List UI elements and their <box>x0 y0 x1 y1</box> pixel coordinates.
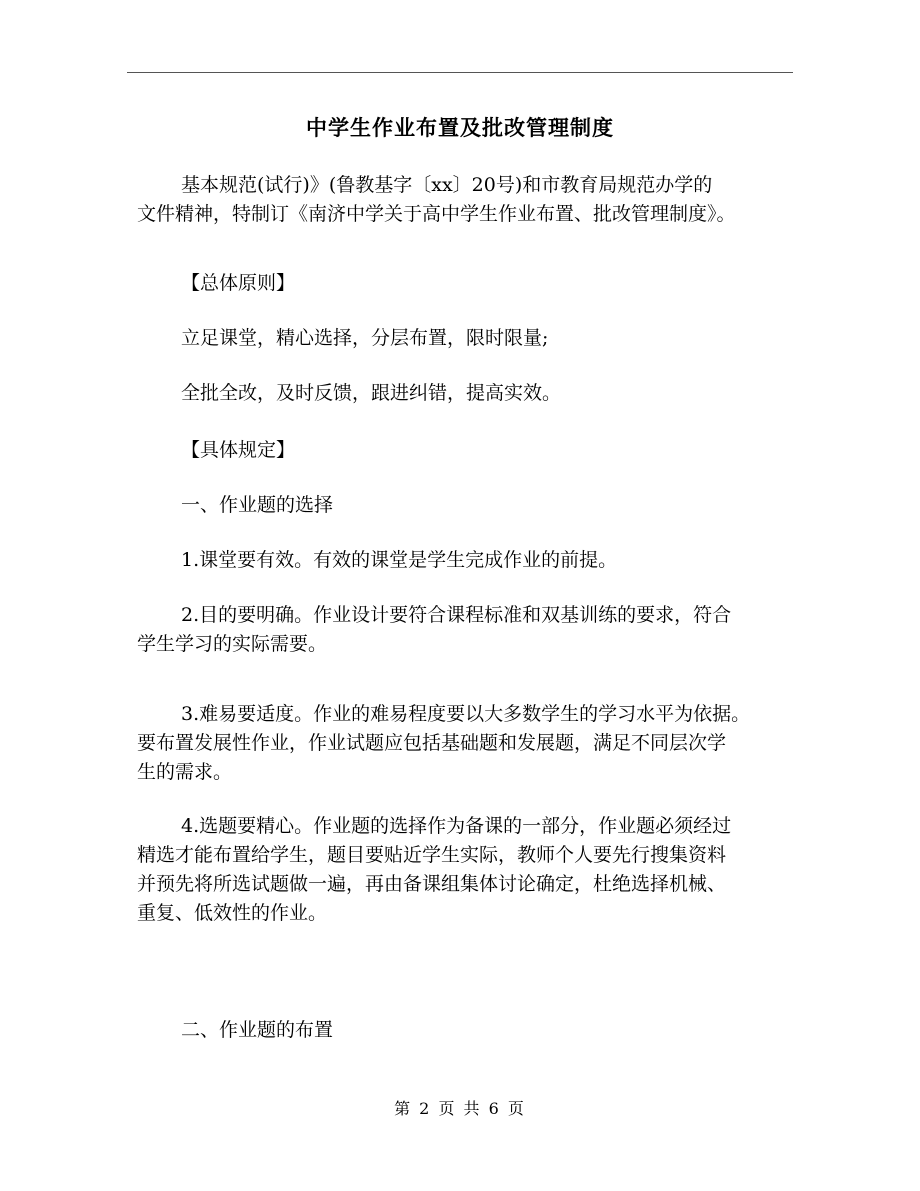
heading-specific-rules: 【具体规定】 <box>181 439 296 461</box>
section-heading: 二、作业题的布置 <box>181 1019 334 1041</box>
intro-line: 文件精神，特制订《南济中学关于高中学生作业布置、批改管理制度》。 <box>137 203 736 225</box>
rule-line: 3.难易要适度。作业的难易程度要以大多数学生的学习水平为依据。 <box>181 703 751 725</box>
rule-line: 1.课堂要有效。有效的课堂是学生完成作业的前提。 <box>181 549 618 571</box>
rule-item-3 <box>137 700 797 787</box>
principle-line: 立足课堂，精心选择，分层布置，限时限量; <box>181 327 549 349</box>
heading-general-principles: 【总体原则】 <box>181 272 296 294</box>
rule-line: 重复、低效性的作业。 <box>137 902 328 924</box>
rule-line: 生的需求。 <box>137 761 233 783</box>
rule-line: 2.目的要明确。作业设计要符合课程标准和双基训练的要求，符合 <box>181 604 732 626</box>
rule-line: 4.选题要精心。作业题的选择作为备课的一部分，作业题必须经过 <box>181 815 732 837</box>
intro-line: 基本规范(试行)》(鲁教基字〔xx〕20号)和市教育局规范办学的 <box>181 174 713 196</box>
principle-line: 全批全改，及时反馈，跟进纠错，提高实效。 <box>181 382 562 404</box>
header-rule <box>127 72 793 73</box>
rule-item-2 <box>137 601 797 659</box>
rule-line: 并预先将所选试题做一遍，再由备课组集体讨论确定，杜绝选择机械、 <box>137 873 727 895</box>
section-heading: 一、作业题的选择 <box>181 494 334 516</box>
rule-item-4 <box>137 812 797 928</box>
rule-line: 学生学习的实际需要。 <box>137 633 328 655</box>
page-number: 第 2 页 共 6 页 <box>394 1099 526 1118</box>
intro-paragraph <box>137 171 797 229</box>
rule-line: 精选才能布置给学生，题目要贴近学生实际，教师个人要先行搜集资料 <box>137 844 727 866</box>
document-title: 中学生作业布置及批改管理制度 <box>306 115 614 140</box>
rule-line: 要布置发展性作业，作业试题应包括基础题和发展题，满足不同层次学 <box>137 732 727 754</box>
rule-item-1 <box>137 546 797 575</box>
